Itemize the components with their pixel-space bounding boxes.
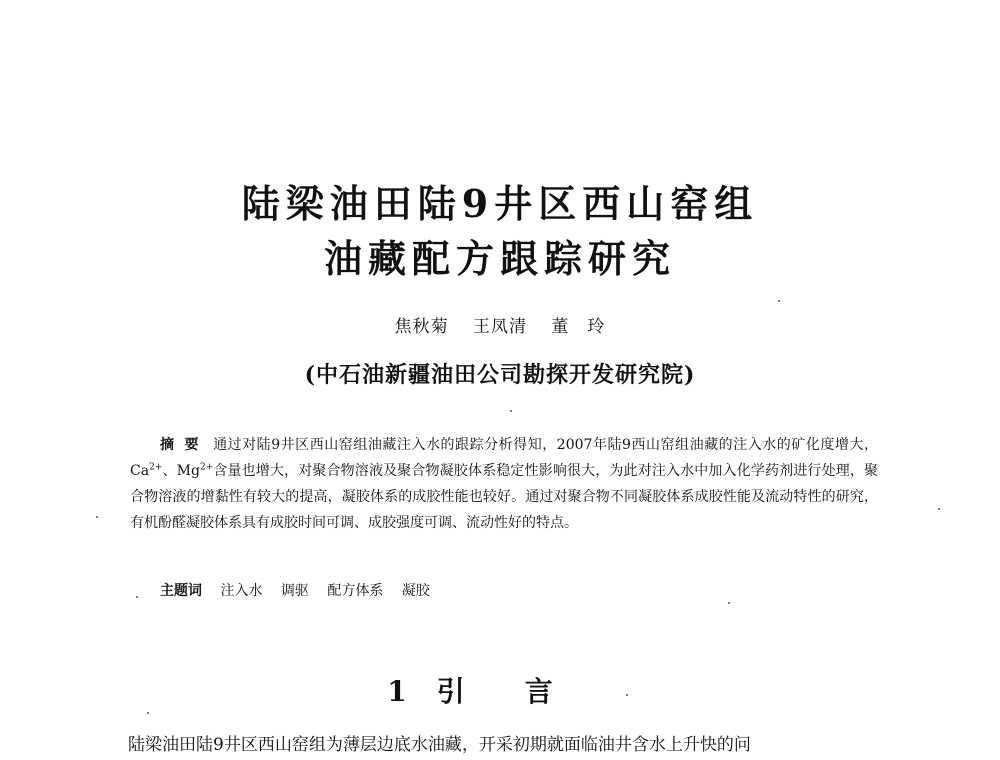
scan-speck: [136, 596, 138, 598]
author-list: [0, 312, 1000, 337]
affiliation: (中石油新疆油田公司勘探开发研究院): [304, 362, 696, 388]
abstract-label: 摘要: [160, 437, 210, 453]
abstract-text-part1: 通过对陆9井区西山窑组油藏注入水的跟踪分析得知，2007年陆9西山窑组油藏的注入水的矿化度增大，Ca: [130, 437, 878, 479]
author-name: 王凤清: [473, 317, 527, 337]
keyword: 调驱: [280, 583, 309, 599]
keywords-line: [160, 580, 860, 600]
abstract-paragraph: [130, 432, 878, 536]
body-paragraph-first-line: 陆梁油田陆9井区西山窑组为薄层边底水油藏，开采初期就面临油井含水上升快的问: [128, 735, 751, 755]
keyword: 凝胶: [401, 583, 430, 599]
scan-speck: [728, 602, 730, 604]
scan-speck: [626, 694, 628, 696]
section-number: 1: [387, 675, 407, 708]
scan-speck: [938, 508, 940, 510]
scan-speck: [510, 410, 512, 412]
author-name: 董 玲: [551, 317, 606, 337]
mg-ion-charge: 2+: [199, 462, 214, 473]
paper-title-line-2: 油藏配方跟踪研究: [323, 236, 676, 281]
scan-speck: [147, 712, 149, 714]
abstract-text-part2: 、Mg: [162, 463, 200, 479]
keyword: 配方体系: [327, 583, 384, 599]
scan-speck: [778, 300, 780, 302]
keyword: 注入水: [220, 583, 263, 599]
section-heading: [0, 670, 1000, 710]
abstract-text-part3: 含量也增大，对聚合物溶液及聚合物凝胶体系稳定性影响很大，为此对注入水中加入化学药剂进行处理，聚合物溶液的增黏性有较大的提高，凝胶体系的成胶性能也较好。通过对聚合物不同凝胶体系成胶性能及流动特性的研究，有机酚醛凝胶体系具有成胶时间可调、成胶强度可调、流动性好的特点。: [130, 463, 879, 531]
ca-ion-charge: 2+: [149, 462, 163, 473]
author-name: 焦秋菊: [394, 317, 449, 337]
paper-title-line-1: 陆梁油田陆9井区西山窑组: [241, 181, 759, 226]
keywords-label: 主题词: [160, 583, 202, 599]
section-title-text: 引言: [436, 675, 613, 708]
scan-speck: [96, 516, 98, 518]
